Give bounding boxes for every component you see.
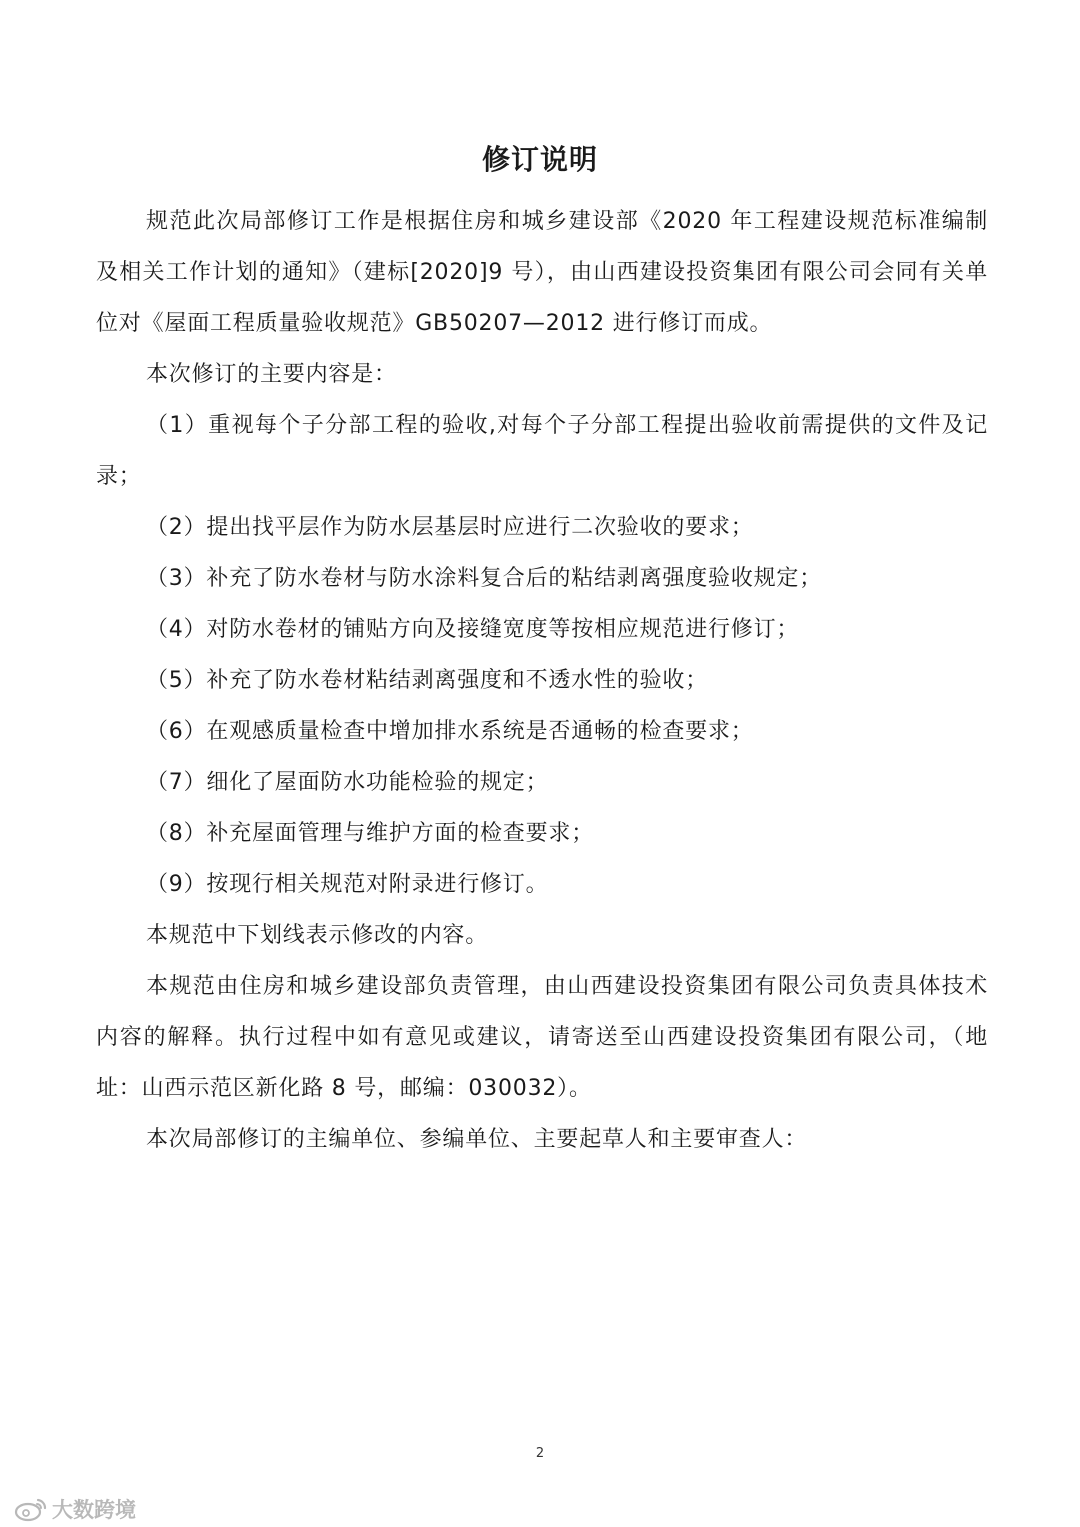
participants-heading: 本次局部修订的主编单位、参编单位、主要起草人和主要审查人： [146, 1127, 808, 1152]
page-number: 2 [535, 1446, 545, 1461]
document-title: 修订说明 [481, 143, 598, 176]
revision-item-1: （1）重视每个子分部工程的验收,对每个子分部工程提出验收前需提供的文件及记录； [96, 413, 988, 489]
revision-item-2: （2）提出找平层作为防水层基层时应进行二次验收的要求； [146, 515, 754, 540]
revision-item-5: （5）补充了防水卷材粘结剥离强度和不透水性的验收； [146, 668, 708, 693]
watermark [14, 1494, 136, 1524]
revision-item-3: （3）补充了防水卷材与防水涂料复合后的粘结剥离强度验收规定； [146, 566, 822, 591]
watermark-text: 大数跨境 [52, 1498, 136, 1522]
revision-item-7: （7）细化了屋面防水功能检验的规定； [146, 770, 549, 795]
revision-item-6: （6）在观感质量检查中增加排水系统是否通畅的检查要求； [146, 719, 754, 744]
content-heading: 本次修订的主要内容是： [146, 362, 397, 387]
revision-item-9: （9）按现行相关规范对附录进行修订。 [146, 872, 549, 897]
weibo-logo-icon [14, 1496, 48, 1522]
revision-item-4: （4）对防水卷材的铺贴方向及接缝宽度等按相应规范进行修订； [146, 617, 800, 642]
management-paragraph: 本规范由住房和城乡建设部负责管理，由山西建设投资集团有限公司负责具体技术内容的解释。执行过程中如有意见或建议，请寄送至山西建设投资集团有限公司，（地址：山西示范区新化路 8 号，邮编：030032）。 [96, 974, 988, 1101]
document-body [96, 196, 988, 1165]
intro-paragraph: 规范此次局部修订工作是根据住房和城乡建设部《2020 年工程建设规范标准编制及相关工作计划的通知》（建标[2020]9 号），由山西建设投资集团有限公司会同有关单位对《屋面工程质量验收规范》GB50207—2012 进行修订而成。 [96, 209, 988, 336]
revision-item-8: （8）补充屋面管理与维护方面的检查要求； [146, 821, 594, 846]
underline-note: 本规范中下划线表示修改的内容。 [146, 923, 489, 948]
